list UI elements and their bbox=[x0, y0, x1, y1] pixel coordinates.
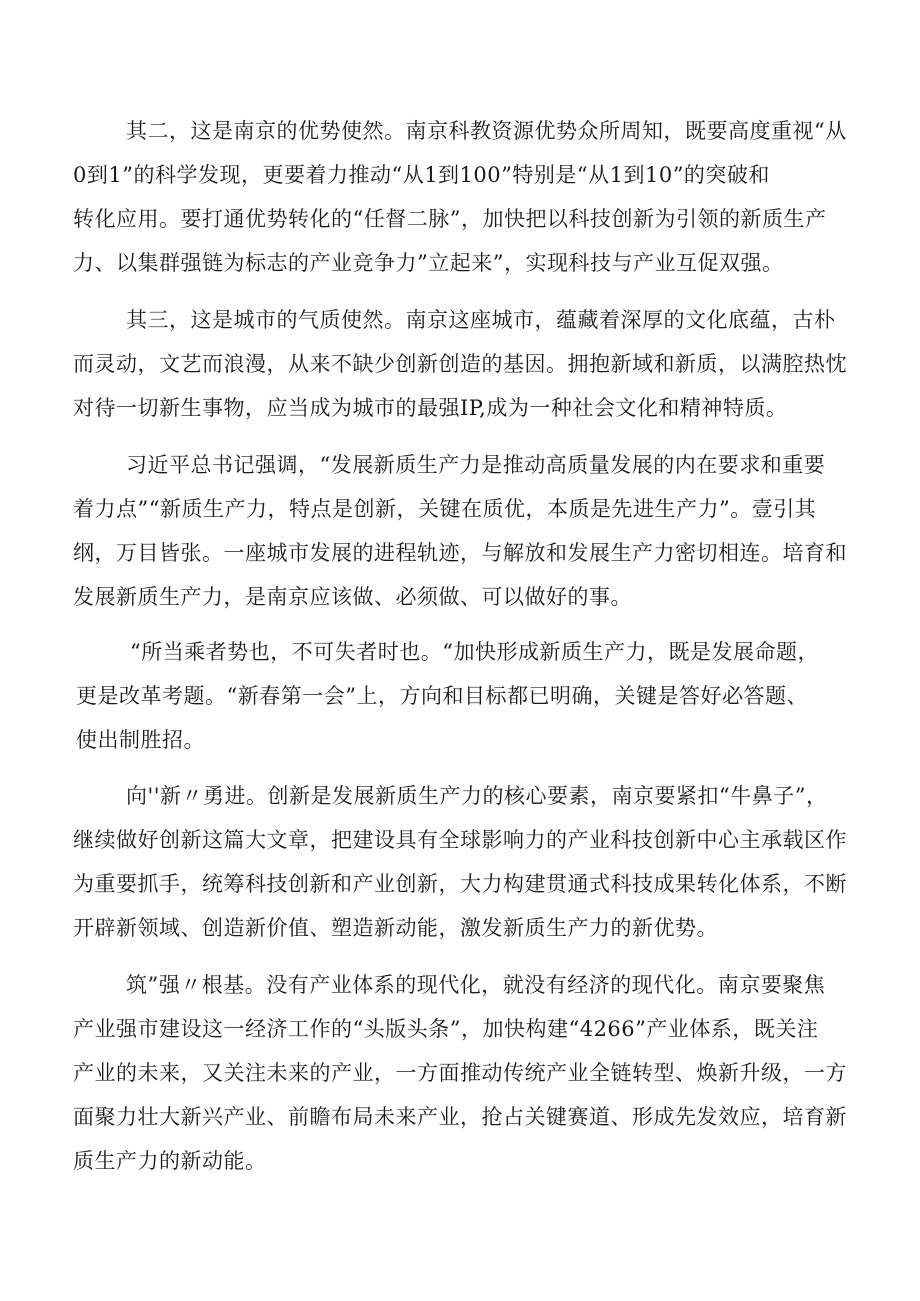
paragraph-line: 使出制胜招。 bbox=[76, 728, 205, 752]
paragraph-line: 着力点”“新质生产力，特点是创新，关键在质优，本质是先进生产力”。壹引其 bbox=[73, 497, 817, 521]
paragraph-line: 发展新质生产力，是南京应该做、必须做、可以做好的事。 bbox=[73, 585, 632, 609]
paragraph-line: 产业的未来，又关注未来的产业，一方面推动传统产业全链转型、焕新升级，一方 bbox=[73, 1061, 847, 1085]
paragraph-line: 产业强市建设这一经济工作的“头版头条”，加快构建“4266”产业体系，既关注 bbox=[73, 1017, 819, 1041]
paragraph-line: 其二，这是南京的优势使然。南京科教资源优势众所周知，既要高度重视“从 bbox=[126, 119, 847, 143]
paragraph-line: 0到1”的科学发现，更要着力推动“从1到100”特别是“从1到10”的突破和 bbox=[73, 163, 770, 187]
paragraph-line: 更是改革考题。“新春第一会”上，方向和目标都已明确，关键是答好必答题、 bbox=[76, 684, 808, 708]
paragraph-line: 质生产力的新动能。 bbox=[73, 1149, 267, 1173]
paragraph-line: 转化应用。要打通优势转化的“任督二脉”，加快把以科技创新为引领的新质生产 bbox=[73, 207, 827, 231]
paragraph-line: 筑”强〃根基。没有产业体系的现代化，就没有经济的现代化。南京要聚焦 bbox=[126, 973, 826, 997]
paragraph-line: “所当乘者势也，不可失者时也。“加快形成新质生产力，既是发展命题， bbox=[130, 640, 819, 664]
paragraph-line: 其三，这是城市的气质使然。南京这座城市，蕴藏着深厚的文化底蕴，古朴 bbox=[126, 308, 836, 332]
paragraph-line: 对待一切新生事物，应当成为城市的最强IP,成为一种社会文化和精神特质。 bbox=[73, 396, 788, 420]
paragraph-line: 习近平总书记强调，“发展新质生产力是推动高质量发展的内在要求和重要 bbox=[126, 453, 826, 477]
paragraph-line: 开辟新领域、创造新价值、塑造新动能，激发新质生产力的新优势。 bbox=[73, 916, 718, 940]
paragraph-line: 向''新〃勇进。创新是发展新质生产力的核心要素，南京要紧扣“牛鼻子”， bbox=[126, 784, 828, 808]
paragraph-line: 继续做好创新这篇大文章，把建设具有全球影响力的产业科技创新中心主承载区作 bbox=[73, 828, 847, 852]
paragraph-line: 纲，万目皆张。一座城市发展的进程轨迹，与解放和发展生产力密切相连。培育和 bbox=[73, 541, 847, 565]
paragraph-line: 力、以集群强链为标志的产业竞争力”立起来”，实现科技与产业互促双强。 bbox=[73, 251, 784, 275]
paragraph-line: 而灵动，文艺而浪漫，从来不缺少创新创造的基因。拥抱新域和新质，以满腔热忱 bbox=[73, 352, 847, 376]
paragraph-line: 为重要抓手，统筹科技创新和产业创新，大力构建贯通式科技成果转化体系，不断 bbox=[73, 872, 847, 896]
paragraph-line: 面聚力壮大新兴产业、前瞻布局未来产业，抢占关键赛道、形成先发效应，培育新 bbox=[73, 1105, 847, 1129]
